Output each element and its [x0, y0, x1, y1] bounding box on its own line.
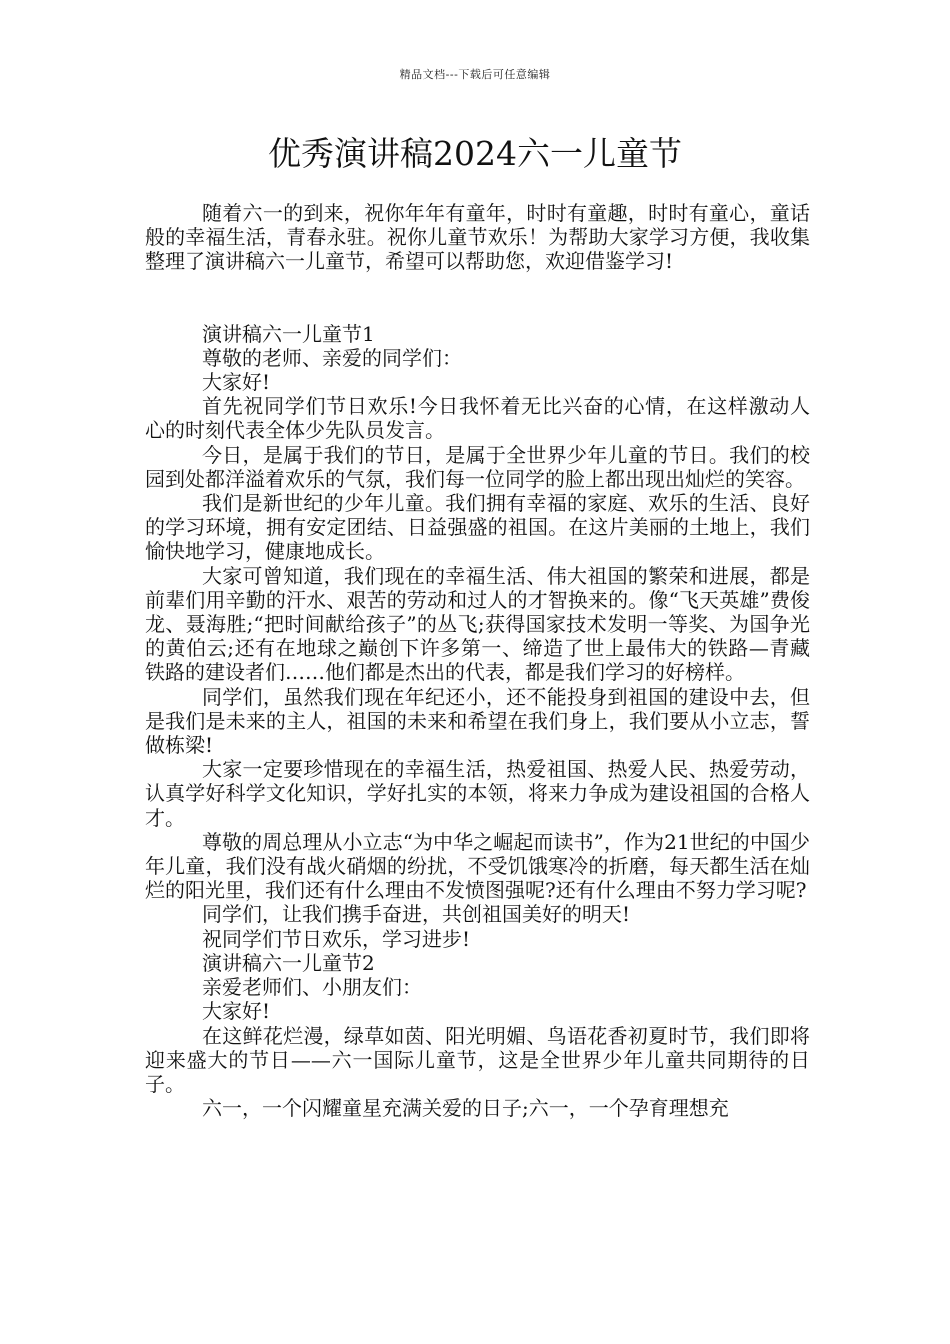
body-paragraph: 在这鲜花烂漫，绿草如茵、阳光明媚、鸟语花香初夏时节，我们即将迎来盛大的节日——六一国际儿童节，这是全世界少年儿童共同期待的日子。	[145, 1023, 810, 1096]
section-heading: 演讲稿六一儿童节1	[202, 321, 375, 346]
body-paragraph: 祝同学们节日欢乐，学习进步!	[202, 926, 471, 951]
body-paragraph: 同学们，让我们携手奋进，共创祖国美好的明天!	[202, 902, 631, 927]
salutation: 尊敬的老师、亲爱的同学们：	[202, 345, 462, 370]
greeting: 大家好!	[202, 370, 271, 395]
salutation: 亲爱老师们、小朋友们：	[202, 975, 422, 1000]
body-paragraph: 同学们，虽然我们现在年纪还小，还不能投身到祖国的建设中去，但是我们是未来的主人，祖国的未来和希望在我们身上，我们要从小立志，誓做栋梁!	[145, 684, 810, 758]
section-heading: 演讲稿六一儿童节2	[202, 950, 375, 975]
body-paragraph: 大家可曾知道，我们现在的幸福生活、伟大祖国的繁荣和进展，都是前辈们用辛勤的汗水、艰苦的劳动和过人的才智换来的。像“飞天英雄”费俊龙、聂海胜;“把时间献给孩子”的丛飞;获得国家技术发明一等奖、为国争光的黄伯云;还有在地球之巅创下许多第一、缔造了世上最伟大的铁路—青藏铁路的建设者们……他们都是杰出的代表，都是我们学习的好榜样。	[145, 563, 810, 685]
document-body	[145, 201, 810, 1120]
document-title: 优秀演讲稿2024六一儿童节	[268, 134, 682, 173]
section-spacer	[145, 274, 810, 322]
body-paragraph: 大家一定要珍惜现在的幸福生活，热爱祖国、热爱人民、热爱劳动，认真学好科学文化知识，学好扎实的本领，将来力争成为建设祖国的合格人才。	[145, 757, 810, 830]
body-paragraph: 今日，是属于我们的节日，是属于全世界少年儿童的节日。我们的校园到处都洋溢着欢乐的气氛，我们每一位同学的脸上都出现出灿烂的笑容。	[145, 442, 810, 491]
page-header: 精品文档---下载后可任意编辑	[399, 68, 551, 81]
body-paragraph: 尊敬的周总理从小立志“为中华之崛起而读书”，作为21世纪的中国少年儿童，我们没有战火硝烟的纷扰，不受饥饿寒冷的折磨，每天都生活在灿烂的阳光里，我们还有什么理由不发愤图强呢?还有什么理由不努力学习呢?	[145, 829, 810, 903]
body-paragraph: 我们是新世纪的少年儿童。我们拥有幸福的家庭、欢乐的生活、良好的学习环境，拥有安定团结、日益强盛的祖国。在这片美丽的土地上，我们愉快地学习，健康地成长。	[145, 491, 810, 564]
intro-paragraph: 随着六一的到来，祝你年年有童年，时时有童趣，时时有童心，童话般的幸福生活，青春永驻。祝你儿童节欢乐！为帮助大家学习方便，我收集整理了演讲稿六一儿童节，希望可以帮助您，欢迎借鉴学习!	[145, 201, 810, 274]
body-paragraph: 首先祝同学们节日欢乐!今日我怀着无比兴奋的心情，在这样激动人心的时刻代表全体少先队员发言。	[145, 394, 810, 443]
body-paragraph: 六一，一个闪耀童星充满关爱的日子;六一，一个孕育理想充	[202, 1096, 729, 1121]
greeting: 大家好!	[202, 999, 271, 1024]
